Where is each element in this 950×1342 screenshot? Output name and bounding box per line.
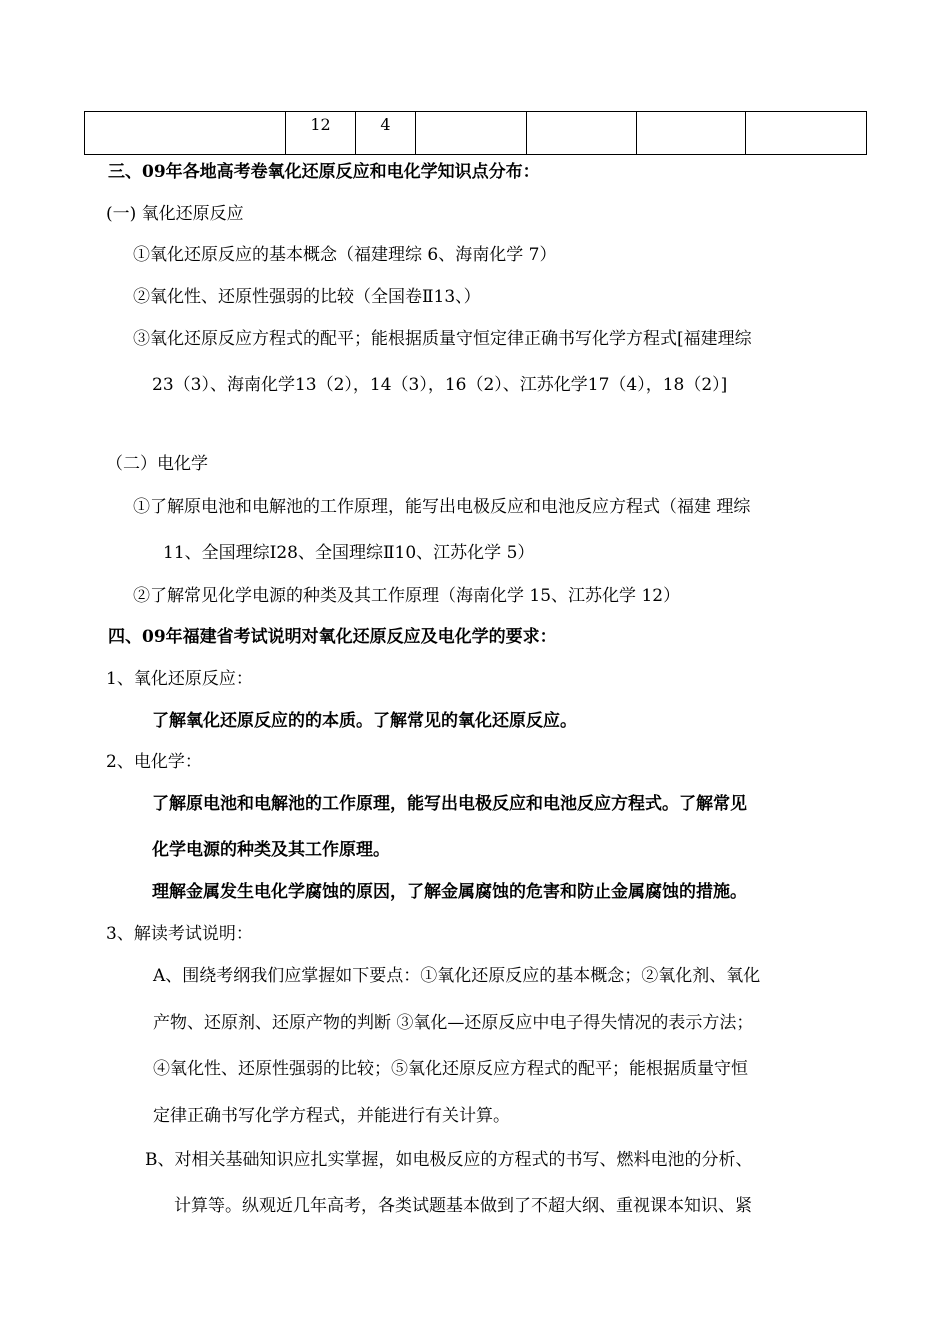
table-cell: 12 xyxy=(286,112,356,155)
section3-sub2-item1-line2: 11、全国理综Ⅰ28、全国理综Ⅱ10、江苏化学 5） xyxy=(163,543,535,563)
table-cell xyxy=(637,112,746,155)
table-cell: 4 xyxy=(356,112,416,155)
summary-table xyxy=(84,111,867,155)
section4-p2-text-line2: 化学电源的种类及其工作原理。 xyxy=(152,840,390,860)
section4-p2-text-line1: 了解原电池和电解池的工作原理，能写出电极反应和电池反应方程式。了解常见 xyxy=(152,794,747,814)
section4-p1-label: 1、氧化还原反应： xyxy=(106,669,253,689)
section3-sub1-item1: ①氧化还原反应的基本概念（福建理综 6、海南化学 7） xyxy=(133,245,557,265)
section4-p2-text-line3: 理解金属发生电化学腐蚀的原因，了解金属腐蚀的危害和防止金属腐蚀的措施。 xyxy=(152,882,747,902)
table-cell xyxy=(85,112,286,155)
section3-heading: 三、09年各地高考卷氧化还原反应和电化学知识点分布： xyxy=(108,162,540,182)
section4-p2-label: 2、电化学： xyxy=(106,752,202,772)
section4-p3-label: 3、解读考试说明： xyxy=(106,924,253,944)
section3-sub1-item2: ②氧化性、还原性强弱的比较（全国卷Ⅱ13、） xyxy=(133,287,481,307)
section3-sub1-item3-line1: ③氧化还原反应方程式的配平；能根据质量守恒定律正确书写化学方程式[福建理综 xyxy=(133,329,752,349)
section4-pA-line4: 定律正确书写化学方程式，并能进行有关计算。 xyxy=(153,1106,510,1126)
section4-pB-line1: B、对相关基础知识应扎实掌握，如电极反应的方程式的书写、燃料电池的分析、 xyxy=(145,1150,753,1170)
table-cell xyxy=(416,112,527,155)
section3-sub1-title: (一) 氧化还原反应 xyxy=(106,204,244,224)
section4-heading: 四、09年福建省考试说明对氧化还原反应及电化学的要求： xyxy=(108,627,557,647)
section4-pA-line1: A、围绕考纲我们应掌握如下要点：①氧化还原反应的基本概念；②氧化剂、氧化 xyxy=(153,966,761,986)
section4-pB-line2: 计算等。纵观近几年高考，各类试题基本做到了不超大纲、重视课本知识、紧 xyxy=(174,1196,752,1216)
section4-pA-line3: ④氧化性、还原性强弱的比较；⑤氧化还原反应方程式的配平；能根据质量守恒 xyxy=(153,1059,748,1079)
section3-sub2-title: （二）电化学 xyxy=(106,454,208,474)
table-cell xyxy=(746,112,867,155)
section4-p1-text: 了解氧化还原反应的的本质。了解常见的氧化还原反应。 xyxy=(152,711,577,731)
table-cell xyxy=(527,112,637,155)
section3-sub2-item1-line1: ①了解原电池和电解池的工作原理，能写出电极反应和电池反应方程式（福建 理综 xyxy=(133,497,751,517)
table-row xyxy=(85,112,867,155)
section4-pA-line2: 产物、还原剂、还原产物的判断 ③氧化—还原反应中电子得失情况的表示方法； xyxy=(153,1013,754,1033)
section3-sub2-item2: ②了解常见化学电源的种类及其工作原理（海南化学 15、江苏化学 12） xyxy=(133,586,681,606)
section3-sub1-item3-line2: 23（3）、海南化学13（2），14（3），16（2）、江苏化学17（4），18（2）] xyxy=(152,375,728,395)
